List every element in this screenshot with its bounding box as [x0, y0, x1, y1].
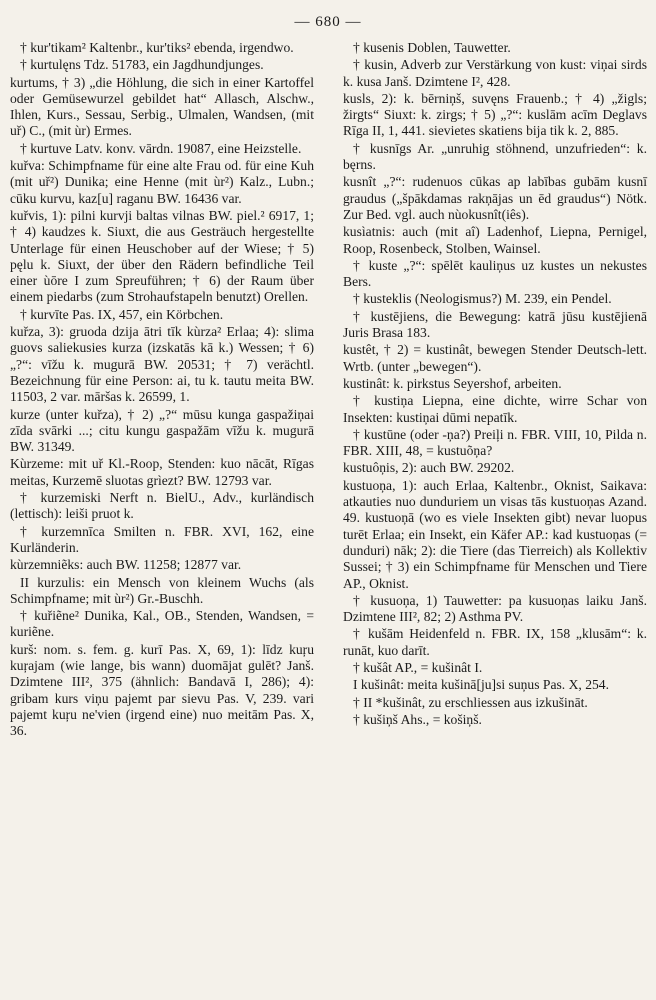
- dictionary-entry: † kustējiens, die Bewegung: katrā jūsu kustējienā Juris Brasa 183.: [343, 308, 647, 341]
- dictionary-entry: † kušiņš Ahs., = košiņš.: [353, 711, 482, 727]
- dictionary-entry: kusnît „?“: rudenuos cūkas ap labības gubām kusnī graudus („špākdamas rakņājas un ēd graudus“) Nötk. Zur Bed. vgl. auch nùokusnît(iês).: [343, 174, 647, 222]
- dictionary-entry: † kušât AP., = kušinât I.: [353, 659, 483, 675]
- dictionary-entry: kustinât: k. pirkstus Seyershof, arbeiten.: [343, 375, 562, 391]
- dictionary-entry: kuřza, 3): gruoda dzija ātri tīk kùrza² Erlaa; 4): slima guovs saliekusies kurza (izskatās kā k.) Wessen; † 6) „?“: vīžu k. mugurā BW. 20531; † 7) verächtl. Bezeichnung für eine Person: ai, tu k. tautu meita BW. 11503, 2 var. māršas k. 26599, 1.: [10, 324, 314, 405]
- dictionary-entry: † kuřiẽne² Dunika, Kal., OB., Stenden, Wandsen, = kuriẽne.: [10, 608, 314, 640]
- dictionary-entry: † kuste „?“: spēlēt kauliņus uz kustes un nekustes Bers.: [343, 257, 647, 290]
- dictionary-entry: kurš: nom. s. fem. g. kurī Pas. X, 69, 1): līdz kuŗu kuŗajam (wie lange, bis wann) duomājat gulēt? Janš. Dzimtene III², 375 (ähnlich: Bandavā I, 286); 4): gribam kurs viņu pajemt par sievu Pas. V, 239. vari pajemt kuŗu ne'vien (irgend eine) nuo meitām Pas. X, 36.: [10, 641, 314, 739]
- page-number: — 680 —: [294, 14, 362, 30]
- dictionary-entry: † kur'tikam² Kaltenbr., kur'tiks² ebenda, irgendwo.: [20, 40, 294, 55]
- dictionary-entry: I kušinât: meita kušinā[ju]si suņus Pas. X, 254.: [353, 677, 609, 693]
- dictionary-entry: kustuoņa, 1): auch Erlaa, Kaltenbr., Oknist, Saikava: atkauties nuo dunduriem un visas tās kustuoņas Azand. 49. kustuoņā (wo es viele Insekten gibt) nevar luopus turēt Erlaa; ein Insekt, ein Käfer AP.: kad kustuoņas (= dunduri) nāk; 2): die Tiere (das Tierreich) als Kollektiv Sussei; † 3) ein Schimpfname für Menschen und Tiere AP., Oknist.: [343, 477, 647, 591]
- dictionary-entry: † kurtuve Latv. konv. vārdn. 19087, eine Heizstelle.: [20, 140, 302, 156]
- dictionary-entry: kurze (unter kuřza), † 2) „?“ mūsu kunga gaspažiņai zīda svārki ...; citu kungu gaspažām vīžu k. mugurā BW. 31349.: [10, 406, 314, 455]
- dictionary-entry: † kurzemnīca Smilten n. FBR. XVI, 162, eine Kurländerin.: [10, 523, 314, 555]
- dictionary-entry: kusìatnis: auch (mit aî) Ladenhof, Liepna, Pernigel, Roop, Rosenbeck, Stolben, Wainsel.: [343, 224, 647, 256]
- dictionary-entry: † kusuoņa, 1) Tauwetter: pa kusuoņas laiku Janš. Dzimtene III², 82; 2) Asthma PV.: [343, 592, 647, 625]
- dictionary-entry: † kurvīte Pas. IX, 457, ein Körbchen.: [20, 306, 224, 322]
- dictionary-entry: II kurzulis: ein Mensch von kleinem Wuchs (als Schimpfname; mit ùr²) Gr.-Buschh.: [10, 574, 314, 606]
- dictionary-entry: † kusenis Doblen, Tauwetter.: [353, 40, 511, 55]
- dictionary-entry: kustuôņis, 2): auch BW. 29202.: [343, 460, 515, 476]
- dictionary-entry: † II *kušinât, zu erschliessen aus izkušināt.: [353, 694, 588, 710]
- dictionary-entry: † kurtulęns Tdz. 51783, ein Jagdhundjunges.: [20, 57, 264, 73]
- dictionary-entry: † kusin, Adverb zur Verstärkung von kust: viņai sirds k. kusa Janš. Dzimtene I², 428.: [343, 57, 647, 89]
- dictionary-entry: † kusteklis (Neologismus?) M. 239, ein Pendel.: [353, 291, 612, 307]
- dictionary-entry: kurtums, † 3) „die Höhlung, die sich in einer Kartoffel oder Gemüsewurzel gebildet hat“ Allasch, Alschw., Ihlen, Kurs., Sessau, Serbig., Ulmalen, Wandsen, (mit uř) C., (mit ùr) Ermes.: [10, 74, 314, 139]
- dictionary-entry: † kustiņa Liepna, eine dichte, wirre Schar von Insekten: kustiņai dūmi nepatīk.: [343, 393, 647, 425]
- left-column: [10, 40, 314, 740]
- dictionary-entry: kuřva: Schimpfname für eine alte Frau od. für eine Kuh (mit uř²) Dunika; eine Henne (mit ùr²) Kalz., Lubn.; cūku kurvu, kaz[u] raganu BW. 16436 var.: [10, 158, 314, 206]
- dictionary-entry: † kustūne (oder -ņa?) Preiļi n. FBR. VIII, 10, Pilda n. FBR. XIII, 48, = kustuõņa?: [343, 426, 647, 459]
- dictionary-entry: † kurzemiski Nerft n. BielU., Adv., kurländisch (lettisch): leiši pruot k.: [10, 490, 314, 522]
- dictionary-entry: † kusnīgs Ar. „unruhig stöhnend, unzufrieden“: k. bęrns.: [343, 140, 647, 173]
- dictionary-entry: † kušām Heidenfeld n. FBR. IX, 158 „klusām“: k. runāt, kuo darīt.: [343, 626, 647, 658]
- dictionary-entry: kustêt, † 2) = kustinât, bewegen Stender Deutsch-lett. Wrtb. (unter „bewegen“).: [343, 342, 647, 374]
- dictionary-entry: kusls, 2): k. bērniņš, suvęns Frauenb.; † 4) „žigls; žirgts“ Siuxt: k. zirgs; † 5) „?“: kuslām acīm Deglavs Rīga II, 1, 441. sievietes skatiens bija tik k. 2, 885.: [343, 90, 647, 139]
- dictionary-entry: kùrzemniẽks: auch BW. 11258; 12877 var.: [10, 557, 242, 573]
- dictionary-entry: kuřvis, 1): pilni kurvji baltas vilnas BW. piel.² 6917, 1; † 4) kaudzes k. Siuxt, die aus Gesträuch hergestellte Unterlage für einen Heuschober auf der Wiese; † 5) pęlu k. Siuxt, der über den Rädern befindliche Teil einer ùōre I zum Spreuführen; † 6) der Raum über einem piedarbs (zum Strohaufstapeln benutzt) Orellen.: [10, 207, 314, 305]
- dictionary-entry: Kùrzeme: mit uř Kl.-Roop, Stenden: kuo nācāt, Rīgas meitas, Kurzemē sluotas grìezt? BW. 12793 var.: [10, 456, 314, 488]
- right-column: [343, 40, 647, 729]
